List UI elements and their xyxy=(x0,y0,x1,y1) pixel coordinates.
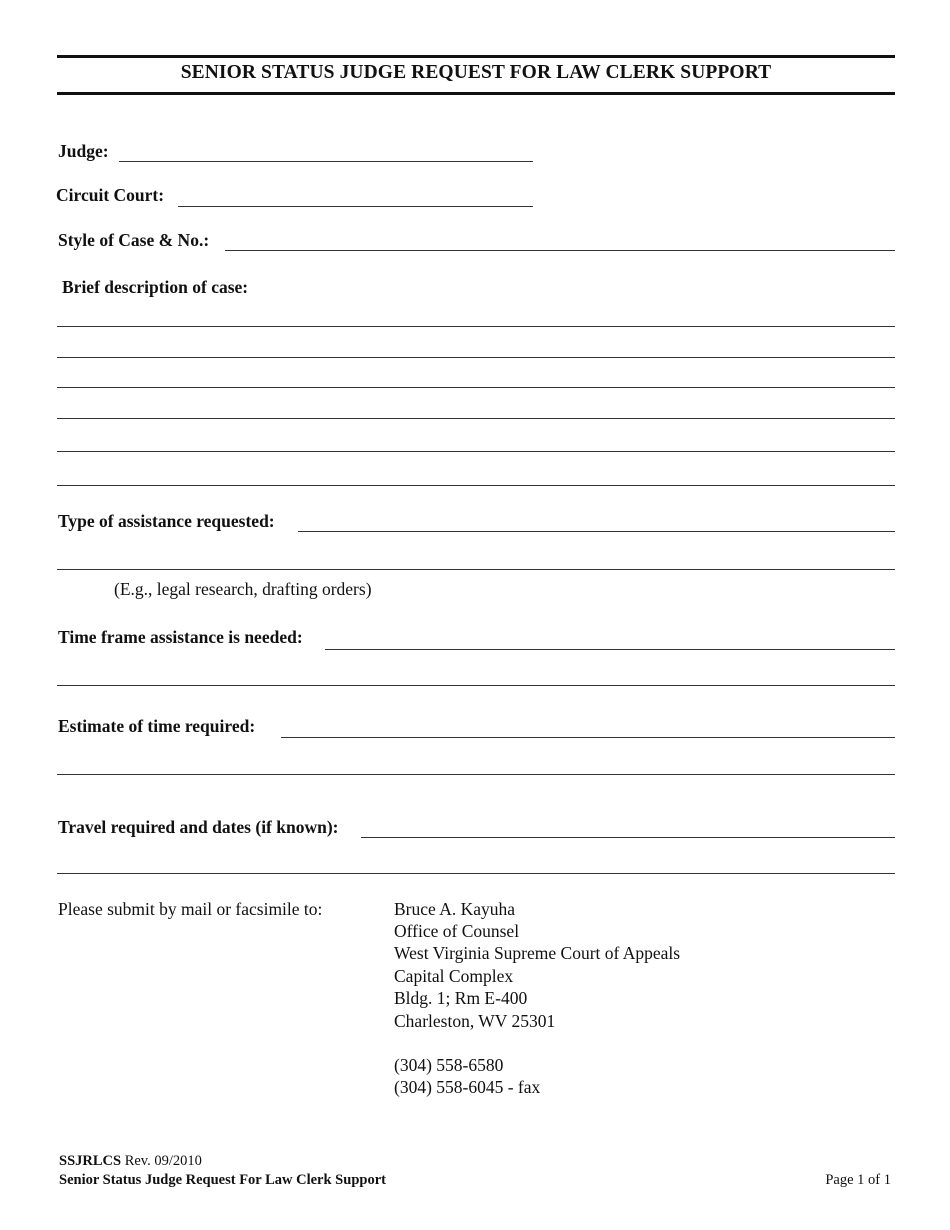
judge-label: Judge: xyxy=(58,141,109,161)
submit-instruction: Please submit by mail or facsimile to: xyxy=(58,899,323,919)
brief-description-line-3[interactable] xyxy=(57,387,895,388)
judge-field[interactable] xyxy=(119,161,533,162)
circuit-court-field[interactable] xyxy=(178,206,533,207)
form-code: SSJRLCS xyxy=(59,1153,122,1169)
time-frame-field[interactable] xyxy=(325,649,895,650)
estimate-line-2[interactable] xyxy=(57,774,895,775)
fax-number: (304) 558-6045 - fax xyxy=(394,1077,541,1097)
page-title: SENIOR STATUS JUDGE REQUEST FOR LAW CLERK SUPPORT xyxy=(180,62,772,83)
phone-number: (304) 558-6580 xyxy=(394,1055,504,1075)
address-line-court: West Virginia Supreme Court of Appeals xyxy=(394,943,681,963)
brief-description-line-5[interactable] xyxy=(57,451,895,452)
brief-description-line-2[interactable] xyxy=(57,357,895,358)
brief-description-line-6[interactable] xyxy=(57,485,895,486)
brief-description-label: Brief description of case: xyxy=(62,277,249,297)
address-line-building: Bldg. 1; Rm E-400 xyxy=(394,988,528,1008)
travel-label: Travel required and dates (if known): xyxy=(58,817,339,837)
style-of-case-field[interactable] xyxy=(225,250,895,251)
type-of-assistance-field[interactable] xyxy=(298,531,895,532)
time-frame-label: Time frame assistance is needed: xyxy=(58,627,303,647)
address-line-complex: Capital Complex xyxy=(394,966,514,986)
circuit-court-label: Circuit Court: xyxy=(56,185,165,205)
address-line-city: Charleston, WV 25301 xyxy=(394,1011,556,1031)
time-frame-line-2[interactable] xyxy=(57,685,895,686)
brief-description-line-4[interactable] xyxy=(57,418,895,419)
brief-description-line-1[interactable] xyxy=(57,326,895,327)
estimate-label: Estimate of time required: xyxy=(58,716,256,736)
type-of-assistance-label: Type of assistance requested: xyxy=(58,511,275,531)
address-line-name: Bruce A. Kayuha xyxy=(394,899,516,919)
type-of-assistance-line-2[interactable] xyxy=(57,569,895,570)
title-bottom-rule xyxy=(57,92,895,95)
title-top-rule xyxy=(57,55,895,58)
revision-date: Rev. 09/2010 xyxy=(121,1153,202,1169)
footer-form-name: Senior Status Judge Request For Law Clerk Support xyxy=(59,1172,386,1188)
estimate-field[interactable] xyxy=(281,737,895,738)
type-of-assistance-hint: (E.g., legal research, drafting orders) xyxy=(114,579,372,599)
travel-field[interactable] xyxy=(361,837,895,838)
footer-revision xyxy=(59,1153,202,1170)
travel-line-2[interactable] xyxy=(57,873,895,874)
page-number: Page 1 of 1 xyxy=(825,1172,891,1188)
style-of-case-label: Style of Case & No.: xyxy=(58,230,210,250)
address-line-office: Office of Counsel xyxy=(394,921,520,941)
